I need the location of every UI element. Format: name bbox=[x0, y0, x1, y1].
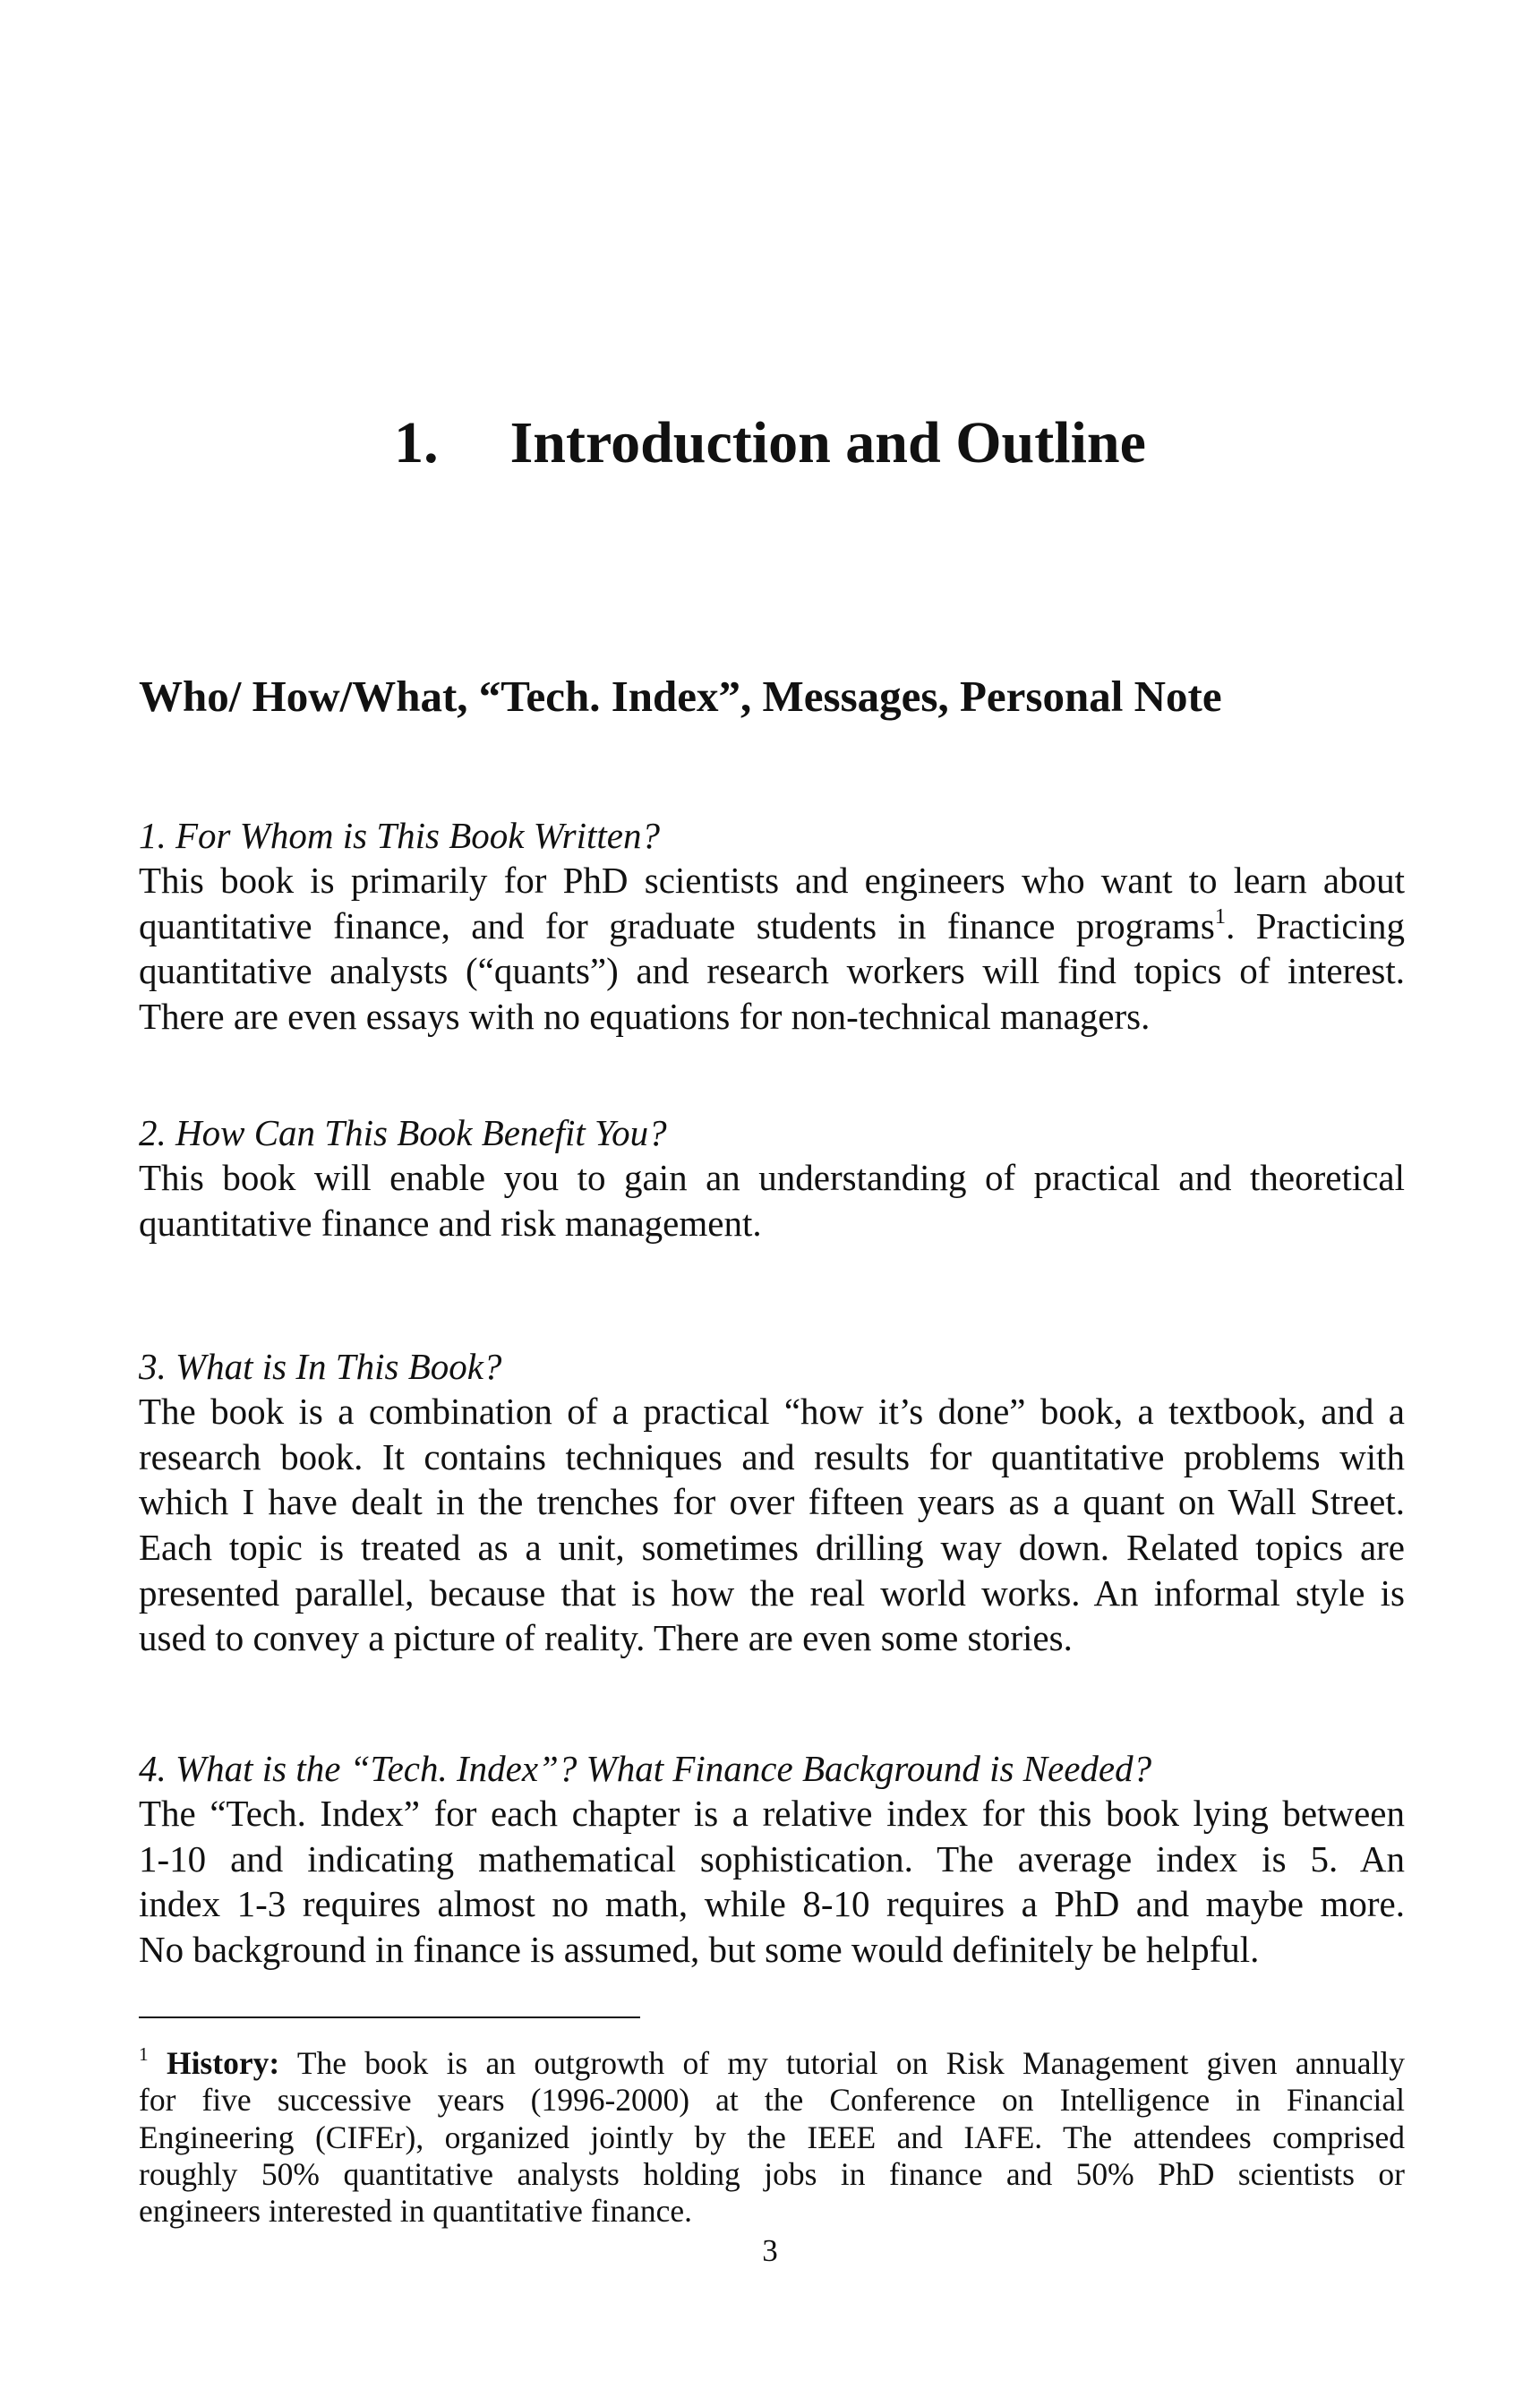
section-question: 2. How Can This Book Benefit You? bbox=[139, 1112, 667, 1153]
paragraph-line: No background in finance is assumed, but some would definitely be helpful. bbox=[139, 1929, 1260, 1971]
paragraph-line: research book. It contains techniques and results for quantitative problems with bbox=[139, 1435, 1405, 1477]
paragraph-line: which I have dealt in the trenches for over fifteen years as a quant on Wall Street. bbox=[139, 1481, 1405, 1523]
footnote-marker: 1 bbox=[139, 2043, 149, 2066]
section-question: 4. What is the “Tech. Index”? What Finance Background is Needed? bbox=[139, 1748, 1152, 1789]
page-number: 3 bbox=[762, 2233, 778, 2268]
section-paragraph bbox=[139, 1389, 1405, 1661]
section-paragraph bbox=[139, 1155, 1405, 1246]
paragraph-line: This book will enable you to gain an understanding of practical and theoretical bbox=[139, 1157, 1405, 1198]
section-question: 1. For Whom is This Book Written? bbox=[139, 815, 660, 856]
paragraph-line: used to convey a picture of reality. There are even some stories. bbox=[139, 1617, 1073, 1659]
section-paragraph bbox=[139, 858, 1405, 1040]
section-paragraph bbox=[139, 1791, 1405, 1973]
paragraph-line: quantitative analysts (“quants”) and research workers will find topics of interest. bbox=[139, 950, 1405, 992]
chapter-title bbox=[0, 407, 1540, 479]
paragraph-line: quantitative finance, and for graduate students in finance programs$^1$. Practicing bbox=[139, 903, 1405, 946]
paragraph-line: The book is a combination of a practical “how it’s done” book, a textbook, and a bbox=[139, 1391, 1405, 1432]
chapter-number: 1. bbox=[394, 410, 439, 475]
section-heading: Who/ How/What, “Tech. Index”, Messages, Personal Note bbox=[139, 672, 1222, 721]
footnote-reference[interactable]: 1 bbox=[1214, 903, 1227, 929]
paragraph-line: presented parallel, because that is how the real world works. An informal style is bbox=[139, 1571, 1405, 1614]
paragraph-line: This book is primarily for PhD scientists and engineers who want to learn about bbox=[139, 860, 1405, 901]
paragraph-line: index 1-3 requires almost no math, while 8-10 requires a PhD and maybe more. bbox=[139, 1883, 1405, 1925]
paragraph-line: There are even essays with no equations for non-technical managers. bbox=[139, 996, 1151, 1038]
paragraph-line: The “Tech. Index” for each chapter is a relative index for this book lying between bbox=[139, 1793, 1405, 1834]
footnote bbox=[139, 2045, 1405, 2230]
footnote-line: for five successive years (1996-2000) at the Conference on Intelligence in Financial bbox=[139, 2082, 1405, 2119]
paragraph-line: 1-10 and indicating mathematical sophistication. The average index is 5. An bbox=[139, 1837, 1405, 1879]
chapter-title-text: Introduction and Outline bbox=[509, 410, 1146, 475]
paragraph-line: quantitative finance and risk management. bbox=[139, 1202, 762, 1244]
footnote-text: The book is an outgrowth of my tutorial on Risk Management given annually bbox=[296, 2045, 1406, 2081]
footnote-divider bbox=[139, 2016, 640, 2018]
footnote-label: History: bbox=[166, 2045, 280, 2081]
section-question: 3. What is In This Book? bbox=[139, 1346, 502, 1387]
footnote-line: engineers interested in quantitative finance. bbox=[139, 2193, 693, 2230]
paragraph-line: Each topic is treated as a unit, sometimes drilling way down. Related topics are bbox=[139, 1527, 1405, 1569]
footnote-line bbox=[139, 2045, 1405, 2082]
footnote-line: roughly 50% quantitative analysts holding jobs in finance and 50% PhD scientists or bbox=[139, 2155, 1405, 2192]
footnote-line: Engineering (CIFEr), organized jointly by the IEEE and IAFE. The attendees comprised bbox=[139, 2119, 1405, 2155]
